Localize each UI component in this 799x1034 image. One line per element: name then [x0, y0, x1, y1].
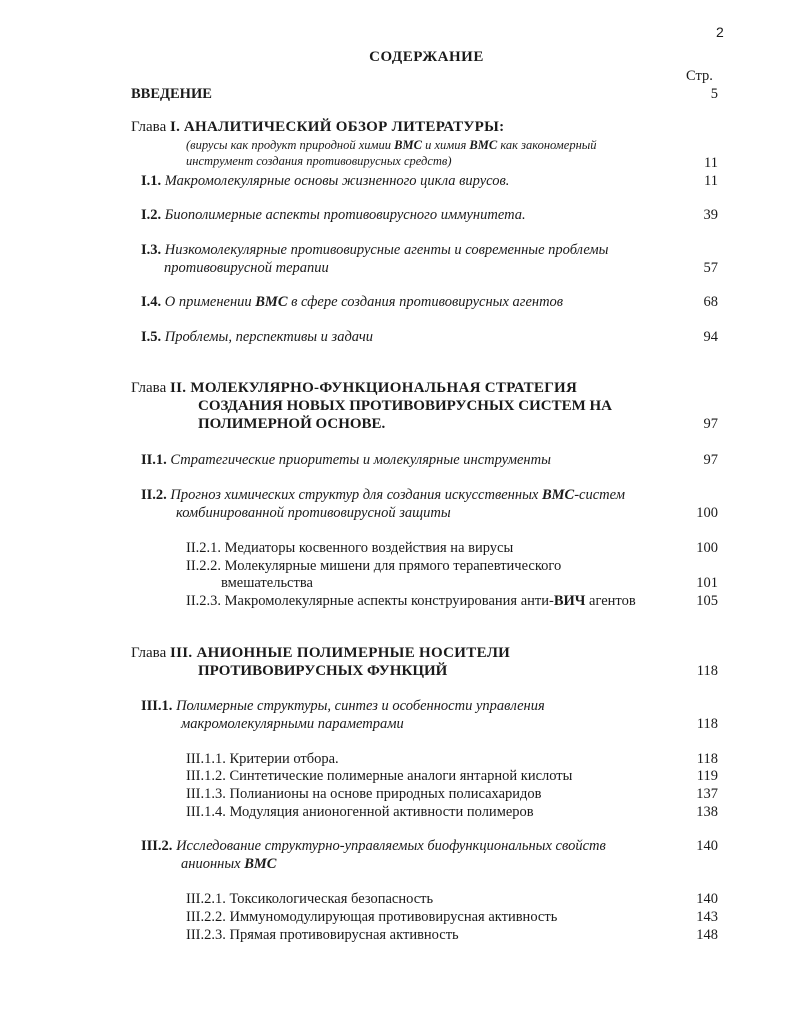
toc-entry-iii2-line2: анионных ВМС [181, 856, 277, 872]
toc-entry-iii12: III.1.2. Синтетические полимерные аналоги янтарной кислоты [186, 768, 573, 784]
toc-entry-ii2-page: 100 [696, 505, 718, 521]
toc-entry-ii22-page: 101 [696, 575, 718, 591]
chapter-3-page: 118 [696, 663, 718, 679]
toc-entry-i1: I.1. Макромолекулярные основы жизненного цикла вирусов. [141, 173, 510, 189]
toc-entry-ii1-page: 97 [703, 452, 718, 468]
toc-entry-iii13: III.1.3. Полианионы на основе природных полисахаридов [186, 786, 542, 802]
chapter-2-heading-line3: ПОЛИМЕРНОЙ ОСНОВЕ. [198, 416, 386, 432]
chapter-1-subtitle-line2: инструмент создания противовирусных средств) [186, 154, 452, 168]
toc-entry-ii23-page: 105 [696, 593, 718, 609]
toc-entry-i5-page: 94 [703, 329, 718, 345]
toc-entry-iii22: III.2.2. Иммуномодулирующая противовирусная активность [186, 909, 558, 925]
toc-entry-ii1: II.1. Стратегические приоритеты и молекулярные инструменты [141, 452, 551, 468]
intro-label: ВВЕДЕНИЕ [131, 86, 212, 102]
toc-entry-i4: I.4. О применении ВМС в сфере создания противовирусных агентов [141, 294, 564, 310]
toc-entry-iii23-page: 148 [696, 927, 718, 943]
toc-entry-i2-page: 39 [703, 207, 718, 223]
chapter-1-title: АНАЛИТИЧЕСКИЙ ОБЗОР ЛИТЕРАТУРЫ: [183, 119, 505, 135]
toc-entry-iii21: III.2.1. Токсикологическая безопасность [186, 891, 434, 907]
chapter-1-roman: I. [169, 119, 181, 135]
intro-page: 5 [710, 86, 718, 102]
toc-entry-iii13-page: 137 [696, 786, 718, 802]
toc-entry-iii11-page: 118 [696, 751, 718, 767]
toc-entry-ii23: II.2.3. Макромолекулярные аспекты конструирования анти-ВИЧ агентов [186, 593, 636, 609]
toc-entry-ii22: II.2.2. Молекулярные мишени для прямого терапевтического [186, 558, 562, 574]
chapter-3-heading: Глава III. АНИОННЫЕ ПОЛИМЕРНЫЕ НОСИТЕЛИ [131, 645, 511, 661]
toc-entry-ii21-page: 100 [696, 540, 718, 556]
toc-entry-i3: I.3. Низкомолекулярные противовирусные агенты и современные проблемы [141, 242, 609, 258]
toc-entry-ii21: II.2.1. Медиаторы косвенного воздействия на вирусы [186, 540, 514, 556]
page-column-label: Стр. [686, 68, 713, 84]
chapter-1-prefix: Глава [131, 119, 167, 135]
chapter-1-heading [131, 119, 504, 136]
chapter-2-heading-line2: СОЗДАНИЯ НОВЫХ ПРОТИВОВИРУСНЫХ СИСТЕМ НА [198, 398, 613, 414]
toc-entry-iii1-page: 118 [696, 716, 718, 732]
toc-title: СОДЕРЖАНИЕ [369, 49, 484, 65]
chapter-3-heading-line2: ПРОТИВОВИРУСНЫХ ФУНКЦИЙ [198, 663, 448, 679]
chapter-1-page: 11 [704, 155, 718, 171]
toc-entry-i4-page: 68 [703, 294, 718, 310]
toc-entry-iii2-page: 140 [696, 838, 718, 854]
toc-entry-ii22-line2: вмешательства [221, 575, 313, 591]
chapter-1-subtitle-line1: (вирусы как продукт природной химии ВМС и химия ВМС как закономерный [186, 138, 597, 152]
toc-entry-iii11: III.1.1. Критерии отбора. [186, 751, 339, 767]
page-number: 2 [716, 24, 724, 40]
toc-entry-iii14-page: 138 [696, 804, 718, 820]
toc-entry-iii1: III.1. Полимерные структуры, синтез и особенности управления [141, 698, 545, 714]
toc-entry-iii1-line2: макромолекулярными параметрами [181, 716, 404, 732]
toc-entry-iii23: III.2.3. Прямая противовирусная активность [186, 927, 459, 943]
toc-entry-ii2: II.2. Прогноз химических структур для создания искусственных ВМС-систем [141, 487, 625, 503]
toc-entry-iii21-page: 140 [696, 891, 718, 907]
toc-entry-i5: I.5. Проблемы, перспективы и задачи [141, 329, 374, 345]
toc-entry-i2: I.2. Биополимерные аспекты противовирусного иммунитета. [141, 207, 526, 223]
toc-entry-iii12-page: 119 [696, 768, 718, 784]
toc-entry-iii2: III.2. Исследование структурно-управляемых биофункциональных свойств [141, 838, 606, 854]
toc-entry-i3-line2: противовирусной терапии [164, 260, 329, 276]
toc-entry-iii14: III.1.4. Модуляция анионогенной активности полимеров [186, 804, 534, 820]
toc-entry-i3-page: 57 [703, 260, 718, 276]
toc-entry-iii22-page: 143 [696, 909, 718, 925]
chapter-2-page: 97 [703, 416, 718, 432]
toc-entry-ii2-line2: комбинированной противовирусной защиты [176, 505, 451, 521]
toc-entry-i1-page: 11 [704, 173, 718, 189]
chapter-2-heading: Глава II. МОЛЕКУЛЯРНО-ФУНКЦИОНАЛЬНАЯ СТРАТЕГИЯ [131, 380, 578, 396]
